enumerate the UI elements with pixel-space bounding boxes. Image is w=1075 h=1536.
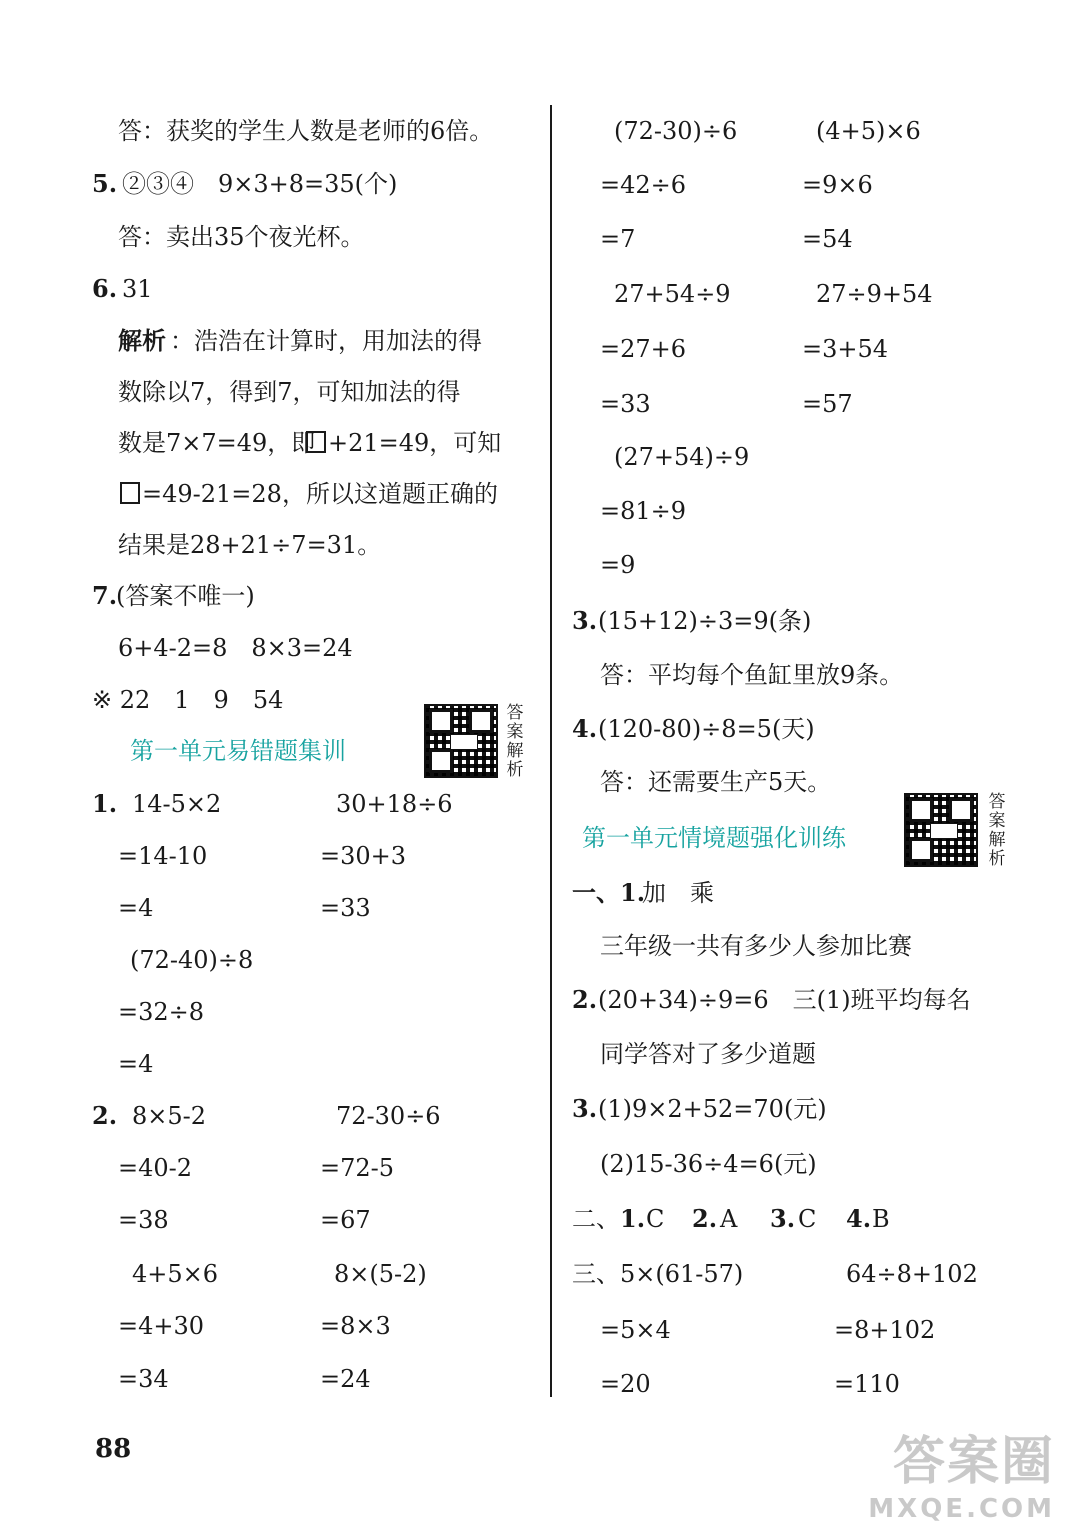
- equation: 14-5×2: [132, 790, 222, 818]
- choice-answer: A: [720, 1205, 738, 1233]
- analysis-text: 数是7×7=49，即: [118, 429, 316, 457]
- equation: =4: [118, 894, 154, 922]
- answer-line: 6+4-2=8 8×3=24: [118, 634, 353, 662]
- question-text: (1)9×2+52=70(元): [598, 1095, 827, 1123]
- question-text: (20+34)÷9=6 三(1)班平均每名: [598, 986, 971, 1014]
- equation: =20: [600, 1370, 651, 1398]
- equation: 三、5×(61-57): [572, 1260, 744, 1288]
- watermark-text: 答案圈: [892, 1432, 1055, 1492]
- answer-line: 三年级一共有多少人参加比赛: [600, 932, 912, 960]
- equation: =24: [320, 1365, 371, 1393]
- equation: 4+5×6: [132, 1260, 219, 1288]
- equation: =40-2: [118, 1154, 193, 1182]
- analysis-text: ：浩浩在计算时，用加法的得: [170, 327, 482, 355]
- equation: =4+30: [118, 1312, 205, 1340]
- question-text: 加 乘: [642, 879, 714, 907]
- qr-code-icon: [424, 704, 498, 778]
- column-divider: [550, 105, 552, 1397]
- question-number: 3.: [572, 1094, 598, 1123]
- equation: =33: [600, 390, 651, 418]
- equation: =34: [118, 1365, 169, 1393]
- question-number: 2.: [692, 1204, 718, 1233]
- answer-line: 同学答对了多少道题: [600, 1040, 816, 1068]
- answer-line: 答：获奖的学生人数是老师的6倍。: [118, 117, 494, 145]
- answer-line: ※ 22 1 9 54: [92, 686, 284, 714]
- choice-answer: C: [798, 1205, 817, 1233]
- blank-box: [306, 431, 326, 453]
- question-number: 一、1.: [572, 878, 646, 907]
- equation: =110: [834, 1370, 900, 1398]
- equation: (72-30)÷6: [614, 117, 738, 145]
- equation: 27+54÷9: [614, 280, 731, 308]
- analysis-text: 数除以7，得到7，可知加法的得: [118, 378, 461, 406]
- question-number: 2.: [572, 985, 598, 1014]
- equation: 27÷9+54: [816, 280, 933, 308]
- analysis-text: 结果是28+21÷7=31。: [118, 531, 382, 559]
- equation: =9: [600, 551, 636, 579]
- equation: (27+54)÷9: [614, 443, 750, 471]
- answer-line: 答：还需要生产5天。: [600, 768, 832, 796]
- equation: =9×6: [802, 171, 873, 199]
- equation: 72-30÷6: [336, 1102, 441, 1130]
- equation: =81÷9: [600, 497, 687, 525]
- equation: 8×(5-2): [334, 1260, 427, 1288]
- qr-code-icon: [904, 793, 978, 867]
- analysis-text: =49-21=28，所以这道题正确的: [142, 480, 498, 508]
- answer-line: 答：平均每个鱼缸里放9条。: [600, 661, 904, 689]
- equation: 8×5-2: [132, 1102, 207, 1130]
- equation: =72-5: [320, 1154, 395, 1182]
- question-number: 1.: [92, 789, 118, 818]
- equation: =30+3: [320, 842, 407, 870]
- equation: (72-40)÷8: [130, 946, 254, 974]
- equation: =57: [802, 390, 853, 418]
- equation: =67: [320, 1206, 371, 1234]
- question-number: 3.: [572, 606, 598, 635]
- question-number: 6.: [92, 274, 118, 303]
- equation: =7: [600, 225, 636, 253]
- equation: =14-10: [118, 842, 208, 870]
- section-title: 第一单元情境题强化训练: [582, 824, 846, 852]
- equation: =5×4: [600, 1316, 671, 1344]
- question-number: 1.: [620, 1204, 646, 1233]
- qr-label: 答案解析: [988, 792, 1006, 869]
- answer-line: 答：卖出35个夜光杯。: [118, 223, 365, 251]
- part-label: 二、: [572, 1205, 620, 1233]
- equation: 64÷8+102: [846, 1260, 978, 1288]
- answer-line: (2)15-36÷4=6(元): [600, 1150, 817, 1178]
- equation: (4+5)×6: [816, 117, 921, 145]
- blank-box: [120, 482, 140, 504]
- choice-answer: C: [646, 1205, 665, 1233]
- choice-answer: B: [872, 1205, 890, 1233]
- equation: =38: [118, 1206, 169, 1234]
- watermark-url: MXQE.COM: [868, 1494, 1055, 1524]
- question-number: 4.: [572, 714, 598, 743]
- question-text: (15+12)÷3=9(条): [598, 607, 812, 635]
- watermark: [868, 1419, 1055, 1524]
- analysis-text: +21=49，可知: [328, 429, 502, 457]
- equation: =4: [118, 1050, 154, 1078]
- question-text: 31: [122, 275, 153, 303]
- equation: =54: [802, 225, 853, 253]
- equation: =8+102: [834, 1316, 936, 1344]
- question-number: 5.: [92, 169, 118, 198]
- question-number: 4.: [846, 1204, 872, 1233]
- equation: =33: [320, 894, 371, 922]
- equation: =27+6: [600, 335, 687, 363]
- analysis-label: 解析: [118, 326, 166, 355]
- page-number: 88: [95, 1434, 132, 1464]
- equation: 30+18÷6: [336, 790, 453, 818]
- question-number: 3.: [770, 1204, 796, 1233]
- question-text: (答案不唯一): [116, 582, 255, 610]
- equation: =8×3: [320, 1312, 391, 1340]
- question-number: 2.: [92, 1101, 118, 1130]
- section-title: 第一单元易错题集训: [130, 737, 346, 765]
- equation: =32÷8: [118, 998, 205, 1026]
- equation: =3+54: [802, 335, 889, 363]
- question-text: (120-80)÷8=5(天): [598, 715, 815, 743]
- qr-label: 答案解析: [506, 703, 524, 780]
- question-text: ②③④ 9×3+8=35(个): [122, 170, 398, 198]
- question-number: 7.: [92, 581, 118, 610]
- equation: =42÷6: [600, 171, 687, 199]
